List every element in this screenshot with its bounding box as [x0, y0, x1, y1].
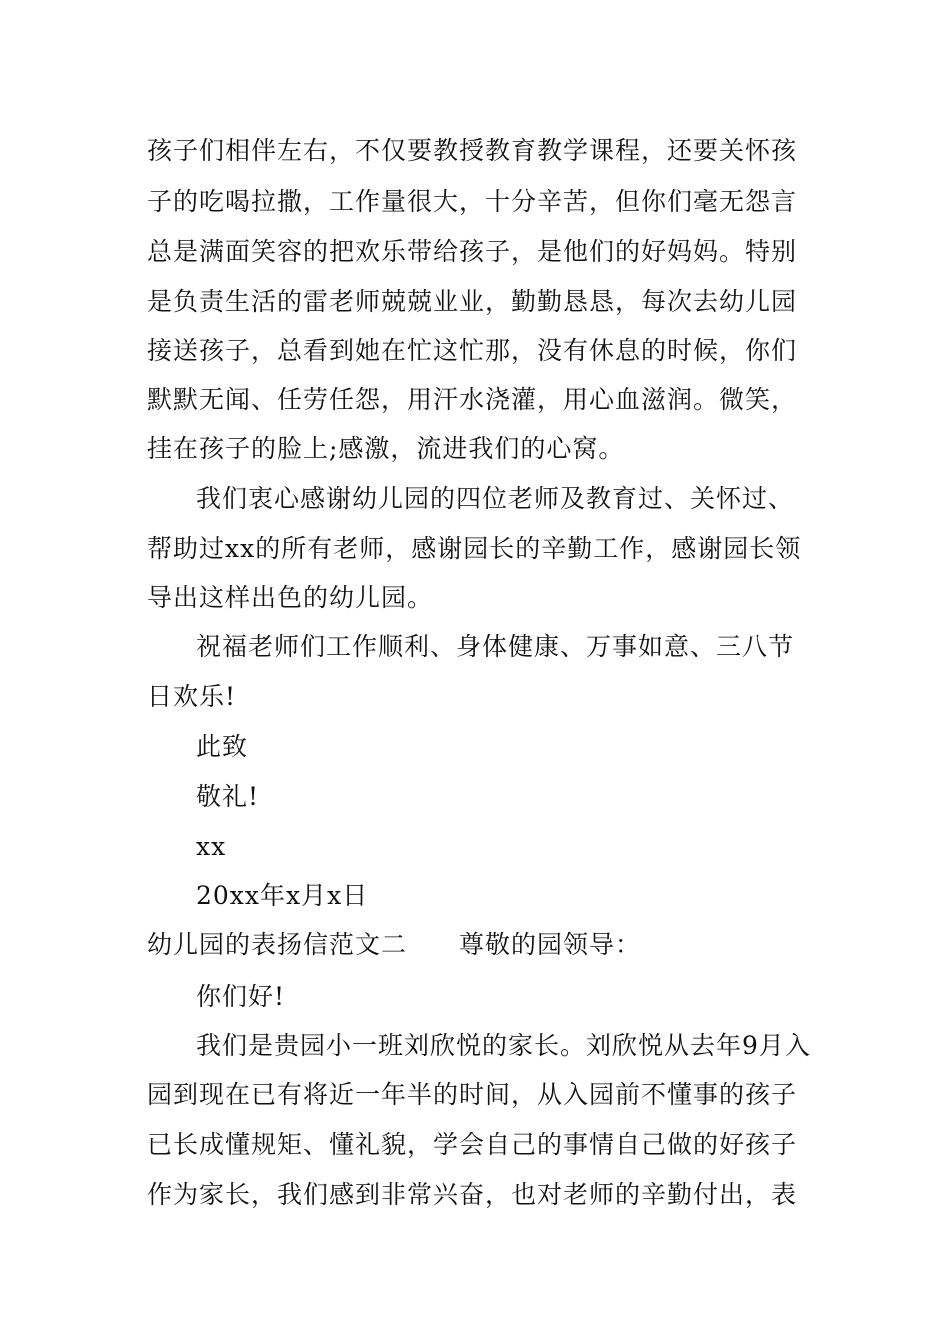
closing-jing-li: 敬礼!	[196, 782, 260, 811]
text-line: 作为家长，我们感到非常兴奋，也对老师的辛勤付出，表	[147, 1180, 798, 1209]
text-line: 接送孩子，总看到她在忙这忙那，没有休息的时候，你们	[147, 336, 798, 365]
date-line: 20xx年x月x日	[196, 881, 369, 910]
text-line: 默默无闻、任劳任怨，用汗水浇灌，用心血滋润。微笑，	[147, 385, 798, 414]
text-line: 子的吃喝拉撒，工作量很大，十分辛苦，但你们毫无怨言	[147, 187, 798, 216]
text-line: 已长成懂规矩、懂礼貌，学会自己的事情自己做的好孩子	[147, 1130, 798, 1159]
text-line: 园到现在已有将近一年半的时间，从入园前不懂事的孩子	[147, 1080, 798, 1109]
text-line: 我们衷心感谢幼儿园的四位老师及教育过、关怀过、	[196, 484, 795, 513]
greeting: 你们好!	[196, 982, 286, 1011]
section-title: 幼儿园的表扬信范文二	[147, 930, 408, 959]
closing-ci-zhi: 此致	[196, 732, 249, 761]
text-line: 日欢乐!	[147, 682, 237, 711]
text-line: 祝福老师们工作顺利、身体健康、万事如意、三八节	[196, 632, 795, 661]
text-line: 是负责生活的雷老师兢兢业业，勤勤恳恳，每次去幼儿园	[147, 287, 798, 316]
text-line: 我们是贵园小一班刘欣悦的家长。刘欣悦从去年9月入	[196, 1031, 811, 1060]
text-line: 孩子们相伴左右，不仅要教授教育教学课程，还要关怀孩	[147, 136, 798, 165]
text-line: 帮助过xx的所有老师，感谢园长的辛勤工作，感谢园长领	[147, 534, 802, 563]
signer: xx	[196, 832, 227, 861]
text-line: 总是满面笑容的把欢乐带给孩子，是他们的好妈妈。特别	[147, 237, 798, 266]
salutation: 尊敬的园领导：	[459, 930, 642, 959]
text-line: 挂在孩子的脸上;感激，流进我们的心窝。	[147, 434, 625, 463]
text-line: 导出这样出色的幼儿园。	[147, 583, 434, 612]
section-heading-line	[147, 930, 641, 960]
